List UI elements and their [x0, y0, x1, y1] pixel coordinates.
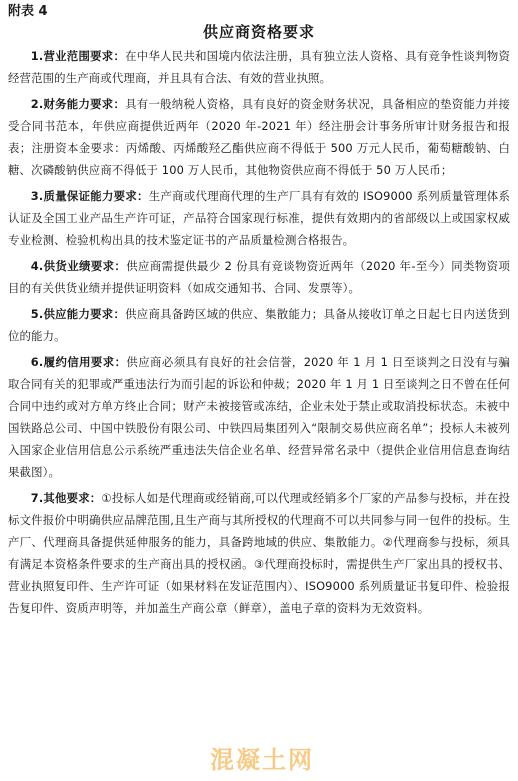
requirement-heading: 2.财务能力要求：: [30, 97, 126, 111]
requirement-heading: 3.质量保证能力要求：: [30, 189, 149, 203]
requirement-body: 在中华人民共和国境内依法注册，具有独立法人资格、具有竞争性谈判物资经营范围的生产商或代理商，并且具有合法、有效的营业执照。: [8, 49, 510, 85]
requirement-quality: [8, 185, 510, 251]
requirement-credit: [8, 351, 510, 483]
requirement-heading: 5.供应能力要求：: [30, 307, 126, 321]
requirement-business-scope: [8, 45, 510, 89]
requirement-body: 生产商或代理商代理的生产厂具有有效的 ISO9000 系列质量管理体系认证及全国工业产品生产许可证，产品符合国家现行标准，提供有效期内的省部级以上或国家权威专业检测、检验机构出具的技术鉴定证书的产品质量检测合格报告。: [8, 189, 510, 247]
requirement-heading: 7.其他要求：: [30, 491, 102, 505]
requirement-financial: [8, 93, 510, 181]
requirement-heading: 4.供货业绩要求：: [30, 259, 127, 273]
requirement-body: 供应商必须具有良好的社会信誉，2020 年 1 月 1 日至谈判之日没有与骗取合同有关的犯罪或严重违法行为而引起的诉讼和仲裁；2020 年 1 月 1 日至谈判之日不曾在任何合同中违约或对方单方终止合同；财产未被接管或冻结，企业未处于禁止或取消投标状态。未被中国铁路总公司、中国中铁股份有限公司、中铁四局集团列入“限制交易供应商名单”；投标人未被列入国家企业信用信息公示系统严重违法失信企业名单、经营异常名录中（提供企业信用信息查询结果截图）。: [8, 355, 510, 479]
watermark: 混凝土网: [210, 746, 314, 774]
document-title: 供应商资格要求: [202, 23, 315, 41]
appendix-label: 附表 4: [8, 4, 48, 19]
requirement-body: ①投标人如是代理商或经销商,可以代理或经销多个厂家的产品参与投标，并在投标文件报价中明确供应品牌范围,且生产商与其所授权的代理商不可以共同参与同一包件的投标。生产厂、代理商具备提供延伸服务的能力，具备跨地域的供应、集散能力。②代理商参与投标，须具有满足本资格条件要求的生产商出具的授权函。③代理商投标时，需提供生产厂家出具的授权书、营业执照复印件、生产许可证（如果材料在发证范围内）、ISO9000 系列质量证书复印件、检验报告复印件、资质声明等，并加盖生产商公章（鲜章），盖电子章的资料为无效资料。: [8, 491, 511, 615]
requirement-supply-record: [8, 255, 510, 299]
requirement-body: 供应商具备跨区域的供应、集散能力；具备从接收订单之日起七日内送货到位的能力。: [8, 307, 510, 343]
requirement-heading: 6.履约信用要求：: [30, 355, 127, 369]
requirement-supply-capacity: [8, 303, 510, 347]
requirement-body: 供应商需提供最少 2 份具有竞谈物资近两年（2020 年-至今）同类物资项目的有关供货业绩并提供证明资料（如成交通知书、合同、发票等）。: [8, 259, 510, 295]
requirement-body: 具有一般纳税人资格，具有良好的资金财务状况，具备相应的垫资能力并接受合同书范本，年供应商提供近两年（2020 年-2021 年）经注册会计事务所审计财务报告和报表；注册资本金要求：丙烯酸、丙烯酸羟乙酯供应商不得低于 500 万元人民币，葡萄糖酸钠、白糖、次磷酸钠供应商不得低于 100 万人民币，其他物资供应商不得低于 50 万人民币；: [8, 97, 510, 177]
requirement-other: [8, 487, 510, 619]
requirement-heading: 1.营业范围要求：: [30, 49, 126, 63]
